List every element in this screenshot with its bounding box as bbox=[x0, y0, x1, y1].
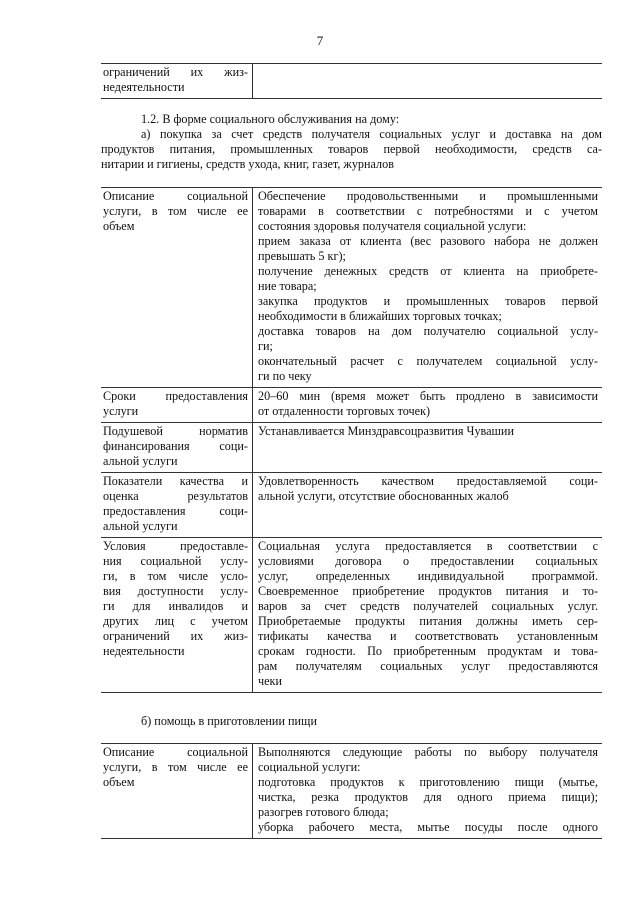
value-line: подготовка продуктов к приготовлению пищи (мытье, bbox=[258, 775, 598, 789]
value-line: условиями договора о предоставлении социальных bbox=[258, 554, 598, 568]
value-line: тификаты качества и соответствовать установленным bbox=[258, 629, 598, 643]
value-line: доставка товаров на дом получателю социальной услу- bbox=[258, 324, 598, 338]
row-value bbox=[253, 188, 603, 388]
row-label bbox=[101, 188, 253, 388]
value-line: закупка продуктов и промышленных товаров первой bbox=[258, 294, 598, 308]
label-line: Описание социальной bbox=[103, 745, 248, 759]
label-line: ги для инвалидов и bbox=[103, 599, 248, 613]
table-continuation bbox=[101, 63, 602, 99]
table-row bbox=[101, 538, 602, 693]
item-a-line: нитарии и гигиены, средств ухода, книг, газет, журналов bbox=[101, 157, 394, 171]
row-value bbox=[253, 423, 603, 473]
label-line: ограничений их жиз- bbox=[103, 65, 248, 79]
value-line: уборка рабочего места, мытье посуды после одного bbox=[258, 820, 598, 834]
value-line: Выполняются следующие работы по выбору получателя bbox=[258, 745, 598, 759]
value-line: от отдаленности торговых точек) bbox=[258, 404, 431, 418]
value-line: ги; bbox=[258, 339, 273, 353]
page-number: 7 bbox=[316, 33, 324, 48]
value-line: товарами в соответствии с потребностями и с учетом bbox=[258, 204, 598, 218]
table-row bbox=[101, 744, 602, 839]
value-line: 20–60 мин (время может быть продлено в зависимости bbox=[258, 389, 598, 403]
label-line: Условия предоставле- bbox=[103, 539, 248, 553]
row-label bbox=[101, 423, 253, 473]
value-line: Устанавливается Минздравсоцразвития Чувашии bbox=[258, 424, 514, 438]
value-line: альной услуги, отсутствие обоснованных жалоб bbox=[258, 489, 509, 503]
label-line: услуги bbox=[103, 404, 139, 418]
item-b-heading: б) помощь в приготовлении пищи bbox=[141, 714, 317, 728]
label-line: оценка результатов bbox=[103, 489, 248, 503]
table-row bbox=[101, 423, 602, 473]
item-a-text bbox=[101, 127, 602, 172]
label-line: недеятельности bbox=[103, 644, 185, 658]
label-line: ги, в том числе усло- bbox=[103, 569, 248, 583]
row-label bbox=[101, 388, 253, 423]
label-line: Подушевой норматив bbox=[103, 424, 248, 438]
value-line: превышать 5 кг); bbox=[258, 249, 346, 263]
label-line: Сроки предоставления bbox=[103, 389, 248, 403]
value-line: Своевременное приобретение продуктов питания и то- bbox=[258, 584, 598, 598]
label-line: вия доступности услу- bbox=[103, 584, 248, 598]
table-row bbox=[101, 64, 602, 99]
service-table-b bbox=[101, 743, 602, 839]
table-row bbox=[101, 473, 602, 538]
table-row bbox=[101, 188, 602, 388]
label-line: альной услуги bbox=[103, 519, 178, 533]
label-line: ограничений их жиз- bbox=[103, 629, 248, 643]
label-line: альной услуги bbox=[103, 454, 178, 468]
value-line: ние товара; bbox=[258, 279, 317, 293]
value-line: чеки bbox=[258, 674, 282, 688]
service-table-a bbox=[101, 187, 602, 693]
value-line: социальной услуги: bbox=[258, 760, 361, 774]
label-line: предоставления соци- bbox=[103, 504, 248, 518]
label-line: финансирования соци- bbox=[103, 439, 248, 453]
label-line: Показатели качества и bbox=[103, 474, 248, 488]
label-line: недеятельности bbox=[103, 80, 185, 94]
value-line: окончательный расчет с получателем социальной услу- bbox=[258, 354, 598, 368]
row-value bbox=[253, 64, 603, 99]
label-line: ния социальной услу- bbox=[103, 554, 248, 568]
value-line: варов за счет средств получателей социальных услуг. bbox=[258, 599, 598, 613]
value-line: Удовлетворенность качеством предоставляемой соци- bbox=[258, 474, 598, 488]
section-heading: 1.2. В форме социального обслуживания на дому: bbox=[141, 112, 400, 126]
row-label bbox=[101, 538, 253, 693]
value-line: Приобретаемые продукты питания должны иметь сер- bbox=[258, 614, 598, 628]
item-a-line: а) покупка за счет средств получателя социальных услуг и доставка на дом bbox=[141, 127, 602, 141]
value-line: разогрев готового блюда; bbox=[258, 805, 389, 819]
value-line: состояния здоровья получателя социальной услуги: bbox=[258, 219, 527, 233]
row-label bbox=[101, 64, 253, 99]
value-line: чистка, резка продуктов для одного приема пищи); bbox=[258, 790, 598, 804]
value-line: услуг, определенных индивидуальной программой. bbox=[258, 569, 598, 583]
value-line: рам получателям социальных услуг предоставляются bbox=[258, 659, 598, 673]
label-line: объем bbox=[103, 219, 135, 233]
label-line: Описание социальной bbox=[103, 189, 248, 203]
row-value bbox=[253, 388, 603, 423]
row-label bbox=[101, 473, 253, 538]
value-line: необходимости в ближайших торговых точках; bbox=[258, 309, 502, 323]
label-line: других лиц с учетом bbox=[103, 614, 248, 628]
row-label bbox=[101, 744, 253, 839]
value-line: Обеспечение продовольственными и промышленными bbox=[258, 189, 598, 203]
label-line: услуги, в том числе ее bbox=[103, 204, 248, 218]
label-line: объем bbox=[103, 775, 135, 789]
row-value bbox=[253, 473, 603, 538]
value-line: прием заказа от клиента (вес разового набора не должен bbox=[258, 234, 598, 248]
label-line: услуги, в том числе ее bbox=[103, 760, 248, 774]
row-value bbox=[253, 538, 603, 693]
value-line: Социальная услуга предоставляется в соответствии с bbox=[258, 539, 598, 553]
value-line: ги по чеку bbox=[258, 369, 312, 383]
row-value bbox=[253, 744, 603, 839]
value-line: срокам годности. По приобретенным продуктам и това- bbox=[258, 644, 598, 658]
item-a-line: продуктов питания, промышленных товаров первой необходимости, средств са- bbox=[101, 142, 602, 156]
table-row bbox=[101, 388, 602, 423]
value-line: получение денежных средств от клиента на приобрете- bbox=[258, 264, 598, 278]
